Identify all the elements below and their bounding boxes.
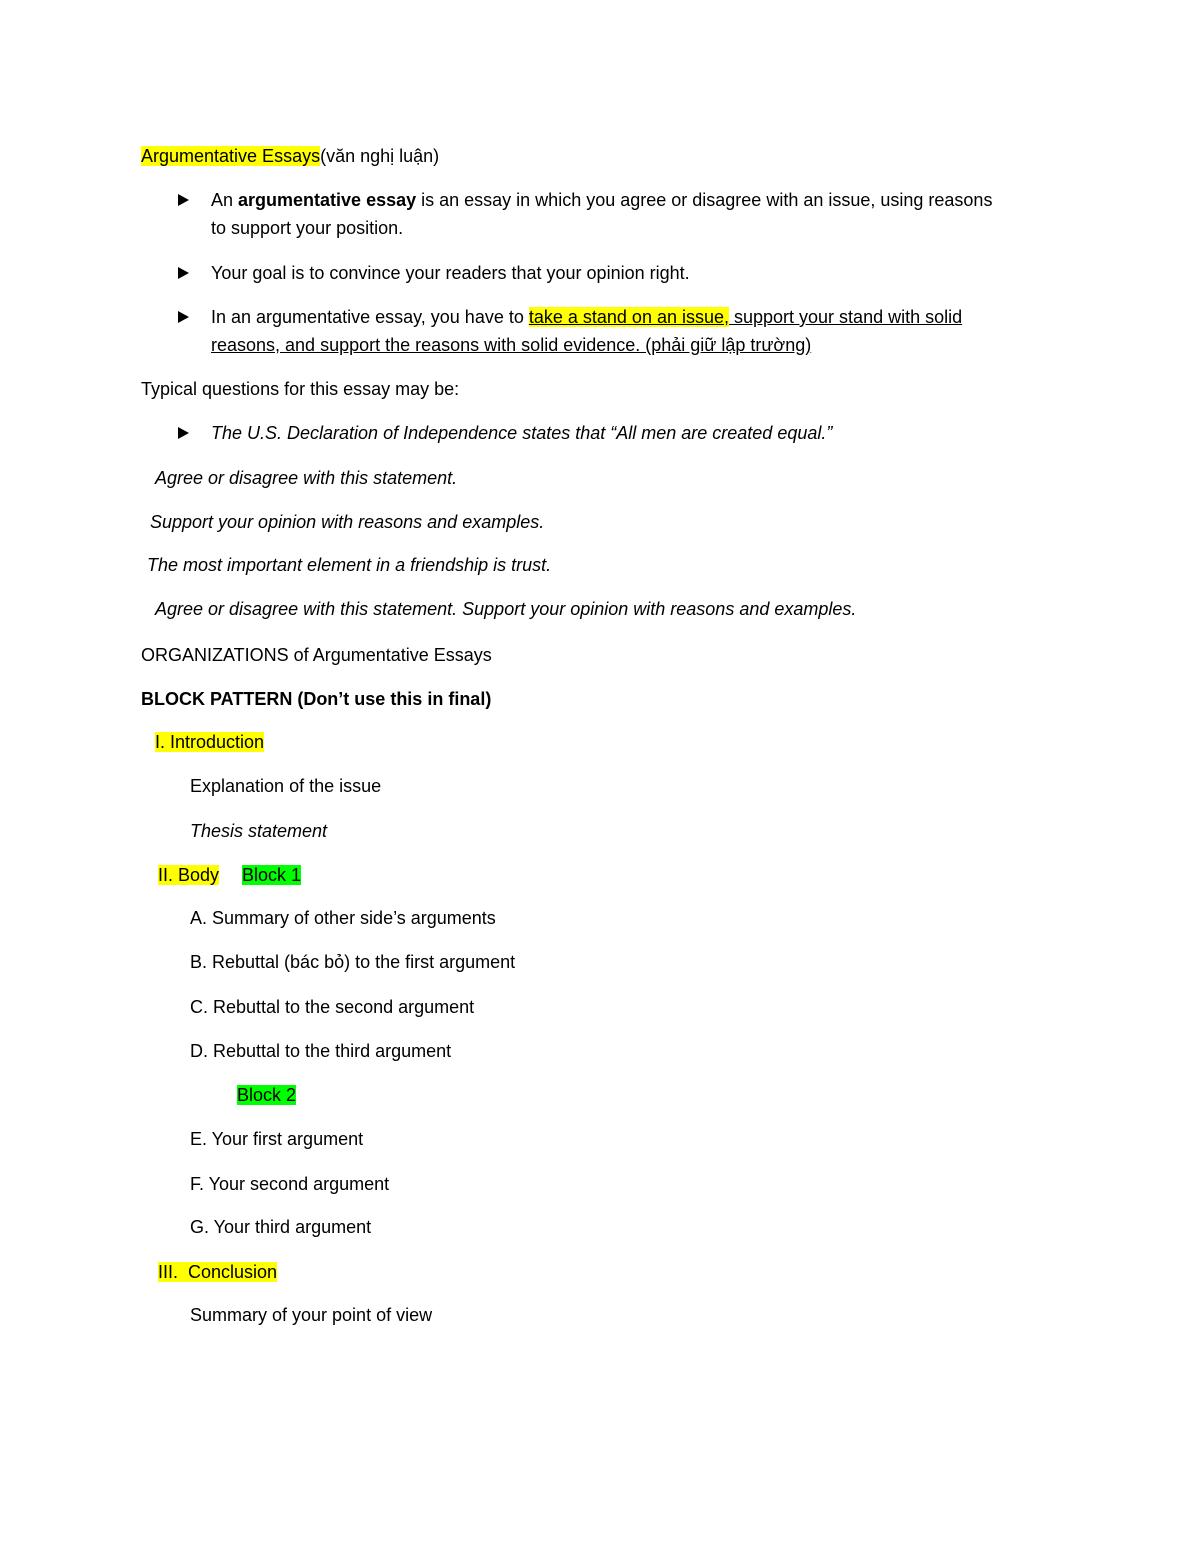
bullet-arrow-icon — [178, 267, 189, 279]
question-line-4: Agree or disagree with this statement. Support your opinion with reasons and examples. — [155, 599, 857, 619]
bullet-1-line-2: to support your position. — [211, 218, 404, 238]
bullet-3-line-1 — [211, 305, 962, 329]
bullet-3-post: support your stand with solid — [729, 307, 963, 327]
question-line-3: The most important element in a friendship is trust. — [147, 555, 552, 575]
bullet-1-pre: An — [211, 190, 239, 210]
bullet-arrow-icon — [178, 427, 189, 439]
block-1-item-a: A. Summary of other side’s arguments — [190, 908, 496, 928]
document-title — [141, 144, 439, 168]
conclusion-item-1: Summary of your point of view — [190, 1305, 433, 1325]
bullet-2-text: Your goal is to convince your readers that your opinion right. — [211, 263, 690, 283]
bullet-1-line-1 — [211, 188, 992, 212]
block-1-label: Block 1 — [242, 865, 302, 885]
bullet-3-highlight: take a stand on an issue, — [528, 307, 729, 327]
question-line-1: Agree or disagree with this statement. — [155, 468, 458, 488]
bullet-1-post: is an essay in which you agree or disagree with an issue, using reasons — [416, 190, 993, 210]
block-1-item-b: B. Rebuttal (bác bỏ) to the first argument — [190, 952, 516, 972]
outline-body — [158, 863, 219, 887]
organizations-heading: ORGANIZATIONS of Argumentative Essays — [141, 645, 492, 665]
intro-item-2: Thesis statement — [190, 821, 328, 841]
conclusion-label: III. Conclusion — [158, 1262, 278, 1282]
typical-questions-heading: Typical questions for this essay may be: — [141, 379, 460, 399]
bullet-1-bold-term: argumentative essay — [238, 190, 417, 210]
bullet-3-line-2: reasons, and support the reasons with solid evidence. (phải giữ lập trường) — [211, 335, 812, 355]
block-1-item-d: D. Rebuttal to the third argument — [190, 1041, 452, 1061]
bullet-3-pre: In an argumentative essay, you have to — [211, 307, 529, 327]
intro-item-1: Explanation of the issue — [190, 776, 382, 796]
block-1-item-c: C. Rebuttal to the second argument — [190, 997, 475, 1017]
block-1-tag — [242, 863, 301, 887]
block-2-item-e: E. Your first argument — [190, 1129, 364, 1149]
bullet-arrow-icon — [178, 194, 189, 206]
block-2-tag — [237, 1083, 296, 1107]
question-line-2: Support your opinion with reasons and examples. — [150, 512, 545, 532]
block-2-label: Block 2 — [237, 1085, 297, 1105]
block-2-item-g: G. Your third argument — [190, 1217, 372, 1237]
bullet-arrow-icon — [178, 311, 189, 323]
title-highlight: Argumentative Essays — [141, 146, 321, 166]
introduction-label: I. Introduction — [155, 732, 265, 752]
outline-conclusion — [158, 1260, 277, 1284]
outline-introduction — [155, 730, 264, 754]
block-pattern-heading: BLOCK PATTERN (Don’t use this in final) — [141, 689, 492, 709]
block-2-item-f: F. Your second argument — [190, 1174, 390, 1194]
body-label: II. Body — [158, 865, 220, 885]
title-vietnamese: (văn nghị luận) — [320, 146, 440, 166]
question-bullet: The U.S. Declaration of Independence states that “All men are created equal.” — [211, 423, 833, 443]
